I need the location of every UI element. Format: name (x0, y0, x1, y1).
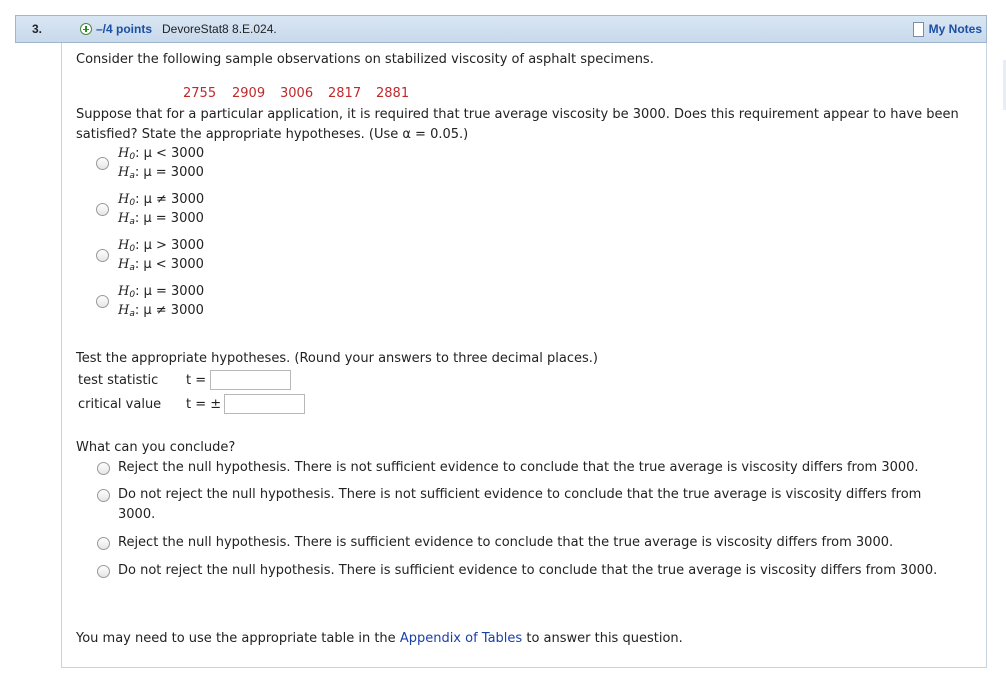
ha-letter: H (118, 257, 130, 272)
question-source: DevoreStat8 8.E.024. (162, 22, 277, 36)
my-notes-button[interactable] (913, 20, 982, 38)
h0-subscript: 0 (129, 244, 136, 254)
hypothesis-option-1-h0: $H_0$: μ < 3000 (118, 146, 205, 162)
ha-subscript: a (129, 309, 135, 319)
h0-letter: H (118, 284, 130, 299)
hypothesis-option-1-ha: $H_a$: μ = 3000 (118, 165, 204, 181)
h0-text: μ < 3000 (143, 146, 205, 161)
hypothesis-option-4-radio[interactable] (96, 295, 109, 308)
ha-letter: H (118, 303, 130, 318)
h0-letter: H (118, 146, 130, 161)
conclusion-option-2-radio[interactable] (97, 489, 110, 502)
footer-note (76, 631, 683, 646)
h0-subscript: 0 (129, 290, 136, 300)
my-notes-label[interactable]: My Notes (928, 22, 982, 36)
test-statistic-input[interactable] (210, 370, 291, 390)
observation-value: 2755 (183, 86, 217, 101)
hypothesis-option-3-h0: $H_0$: μ > 3000 (118, 238, 205, 254)
conclusion-option-1-radio[interactable] (97, 462, 110, 475)
note-icon (913, 22, 924, 37)
h0-letter: H (118, 238, 130, 253)
prompt-line-1: Suppose that for a particular application, it is required that true average viscosity be 3000. Does this requirement appear to have been (76, 107, 959, 122)
conclusion-option-2-cont: 3000. (118, 507, 156, 522)
conclusion-option-4-radio[interactable] (97, 565, 110, 578)
ha-text: μ = 3000 (143, 165, 204, 180)
h0-subscript: 0 (129, 152, 136, 162)
ha-letter: H (118, 211, 130, 226)
conclusion-option-2-text: Do not reject the null hypothesis. There is not sufficient evidence to conclude that the true average is viscosity differs from (118, 487, 922, 502)
prompt-line-2: satisfied? State the appropriate hypotheses. (Use α = 0.05.) (76, 127, 469, 142)
h0-text: μ = 3000 (143, 284, 205, 299)
hypothesis-option-4-ha: $H_a$: μ ≠ 3000 (118, 303, 204, 319)
question-number: 3. (32, 22, 43, 36)
test-prompt: Test the appropriate hypotheses. (Round your answers to three decimal places.) (76, 351, 598, 366)
observation-value: 2909 (232, 86, 266, 101)
h0-text: μ > 3000 (143, 238, 205, 253)
conclude-prompt: What can you conclude? (76, 440, 236, 455)
h0-subscript: 0 (129, 198, 136, 208)
critical-value-equation: t = ± (186, 397, 222, 412)
observation-value: 2817 (328, 86, 362, 101)
test-statistic-equation: t = (186, 373, 207, 388)
hypothesis-option-3-ha: $H_a$: μ < 3000 (118, 257, 204, 273)
footer-pre: You may need to use the appropriate table in the (76, 631, 396, 646)
ha-text: μ < 3000 (143, 257, 204, 272)
question-header (15, 15, 987, 43)
observation-value: 3006 (280, 86, 314, 101)
conclusion-option-1-text: Reject the null hypothesis. There is not sufficient evidence to conclude that the true average is viscosity differs from 3000. (118, 460, 919, 475)
conclusion-option-4-text: Do not reject the null hypothesis. There is sufficient evidence to conclude that the true average is viscosity differs from 3000. (118, 563, 938, 578)
ha-subscript: a (129, 217, 135, 227)
h0-letter: H (118, 192, 130, 207)
footer-post: to answer this question. (526, 631, 683, 646)
hypothesis-option-4-h0: $H_0$: μ = 3000 (118, 284, 205, 300)
hypothesis-option-2-radio[interactable] (96, 203, 109, 216)
hypothesis-option-2-h0: $H_0$: μ ≠ 3000 (118, 192, 205, 208)
hypothesis-option-2-ha: $H_a$: μ = 3000 (118, 211, 204, 227)
ha-subscript: a (129, 171, 135, 181)
critical-value-label: critical value (78, 397, 162, 412)
hypothesis-option-3-radio[interactable] (96, 249, 109, 262)
points-label: –/4 points (96, 22, 153, 36)
hypothesis-option-1-radio[interactable] (96, 157, 109, 170)
h0-text: μ ≠ 3000 (143, 192, 205, 207)
ha-letter: H (118, 165, 130, 180)
ha-text: μ = 3000 (143, 211, 204, 226)
expand-plus-icon[interactable] (80, 23, 92, 35)
conclusion-option-3-text: Reject the null hypothesis. There is sufficient evidence to conclude that the true average is viscosity differs from 3000. (118, 535, 894, 550)
ha-text: μ ≠ 3000 (143, 303, 204, 318)
test-statistic-label: test statistic (78, 373, 159, 388)
observation-value: 2881 (376, 86, 410, 101)
intro-text: Consider the following sample observations on stabilized viscosity of asphalt specimens. (76, 52, 654, 67)
appendix-tables-link[interactable]: Appendix of Tables (399, 631, 523, 646)
critical-value-input[interactable] (224, 394, 305, 414)
conclusion-option-3-radio[interactable] (97, 537, 110, 550)
ha-subscript: a (129, 263, 135, 273)
